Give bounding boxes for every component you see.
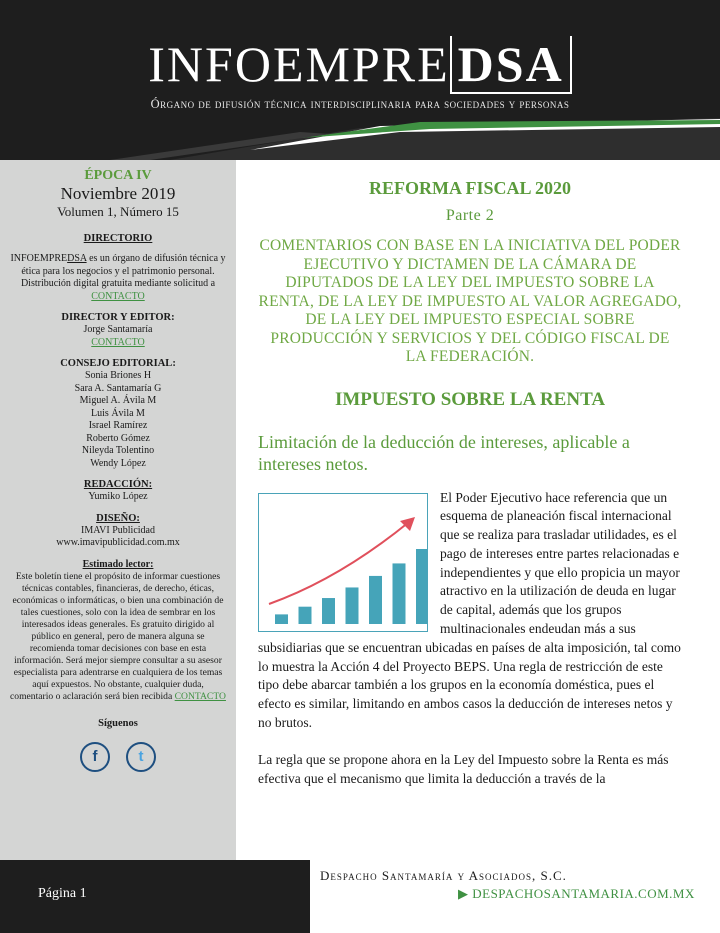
issue-date: Noviembre 2019 — [60, 184, 176, 203]
growth-bar — [322, 598, 335, 624]
logo — [0, 36, 720, 92]
paragraph-1-text: El Poder Ejecutivo hace referencia que un esquema de planeación fiscal internacional que se realiza para trasladar utilidades, es el pago de intereses entre partes relacionadas e independientes y que ello propicia un mayor atractivo en la utilización de deuda en lugar de capital, además que los grupos multinacionales endeudan más a sus subsidiarias que se encuentran ubicadas en países de alta imposición, tal como lo muestra la Acción 4 del Proyecto BEPS. Una regla de restricción de este tipo debe abarcar también a los grupos en la economía doméstica, pues el efecto es similar, limitando en ambos casos la deducción de intereses netos y no brutos. — [258, 489, 681, 731]
growth-chart — [259, 494, 427, 631]
consejo-member: Miguel A. Ávila M — [79, 395, 157, 406]
diseno-heading: DISEÑO: — [96, 512, 140, 524]
diseno-url[interactable]: www.imavipublicidad.com.mx — [56, 537, 180, 548]
consejo-member: Luis Ávila M — [91, 407, 145, 419]
trend-arrow-head-icon — [400, 517, 415, 531]
paragraph-2: La regla que se propone ahora en la Ley del Impuesto sobre la Renta es más efectiva que el mecanismo que limita la deducción a través de la — [258, 751, 669, 786]
logo-info: INFO — [148, 36, 273, 92]
tagline: Órgano de difusión técnica interdisciplinaria para sociedades y personas — [150, 97, 570, 111]
footer-dark-band — [0, 860, 310, 933]
consejo-member: Nileyda Tolentino — [81, 445, 155, 456]
article-comment: COMENTARIOS CON BASE EN LA INICIATIVA DEL PODER EJECUTIVO Y DICTAMEN DE LA CÁMARA DE DIPUTADOS DE LA LEY DEL IMPUESTO SOBRE LA RENTA, DE LA LEY DE IMPUESTO AL VALOR AGREGADO, DE LA LEY DEL IMPUESTO ESPECIAL SOBRE PRODUCCIÓN Y SERVICIOS Y DEL CÓDIGO FISCAL DE LA FEDERACIÓN. — [258, 237, 682, 365]
logo-empre: EMPRE — [272, 36, 450, 92]
facebook-icon[interactable]: f — [80, 742, 110, 772]
director-heading: DIRECTOR Y EDITOR: — [61, 312, 175, 323]
section-subtitle: Limitación de la deducción de intereses, aplicable a intereses netos. — [258, 431, 630, 474]
logo-dsa: DSA — [450, 36, 572, 94]
consejo-member: Wendy López — [90, 457, 146, 469]
lector-heading: Estimado lector: — [82, 558, 154, 570]
brand-info: INFOEMPRE — [10, 253, 68, 264]
diseno-name: IMAVI Publicidad — [81, 524, 155, 536]
section-title: IMPUESTO SOBRE LA RENTA — [334, 388, 606, 410]
contact-link-2[interactable]: CONTACTO — [91, 336, 145, 348]
footer-website[interactable] — [458, 886, 695, 902]
growth-bar — [275, 614, 288, 624]
growth-chart-image — [258, 493, 428, 632]
footer-firm-name: Despacho Santamaría y Asociados, S.C. — [320, 868, 567, 883]
director-name: Jorge Santamaría — [83, 324, 153, 335]
siguenos-label: Síguenos — [98, 717, 138, 729]
issue-volume: Volumen 1, Número 15 — [57, 204, 179, 219]
contact-link-3[interactable]: CONTACTO — [174, 690, 226, 702]
consejo-member: Roberto Gómez — [86, 432, 150, 444]
contact-link-1[interactable]: CONTACTO — [91, 290, 145, 302]
consejo-member: Sara A. Santamaría G — [74, 382, 162, 394]
growth-bar — [393, 563, 406, 624]
growth-bar — [346, 587, 359, 624]
paragraph-1 — [258, 489, 682, 733]
epoca: ÉPOCA IV — [84, 168, 152, 183]
article-part: Parte 2 — [445, 207, 495, 224]
twitter-icon[interactable]: t — [126, 742, 156, 772]
directorio-body: es un órgano de difusión técnica y ética para los negocios y el patrimonio personal. Distribución digital gratuita mediante solicitud a — [20, 253, 226, 289]
consejo-member: Israel Ramírez — [88, 420, 148, 431]
article — [258, 170, 682, 788]
lector-body: Este boletín tiene el propósito de informar cuestiones técnicas contables, financieras, de derecho, éticas, económicas o informáticas, o bien una combinación de tales cuestiones, solo con la idea de sembrar en los interesados ideas generales. Es gratuito dirigido al público en general, pero de manera alguna se recomienda tomar decisiones con base en esta información. Será mejor siempre consultar a su asesor especialista para adentrarse en cualquiera de los temas aquí expuestos. No obstante, cualquier duda, comentario o aclaración será bien recibida — [10, 570, 224, 702]
website-text[interactable]: DESPACHOSANTAMARIA.COM.MX — [472, 886, 695, 901]
growth-bar — [369, 575, 382, 623]
footer — [0, 860, 720, 933]
growth-bar — [416, 549, 427, 624]
redaccion-heading: REDACCIÓN: — [83, 479, 153, 490]
trend-arrow-line — [269, 522, 409, 604]
article-title: REFORMA FISCAL 2020 — [368, 178, 572, 198]
directorio-heading: DIRECTORIO — [83, 233, 153, 244]
directorio-text — [0, 253, 236, 303]
consejo-member: Sonia Briones H — [84, 370, 152, 381]
consejo-heading: CONSEJO EDITORIAL: — [60, 358, 176, 369]
lector-text — [0, 571, 236, 703]
masthead — [0, 0, 720, 160]
brand-dsa: DSA — [67, 253, 87, 264]
social-links — [0, 742, 236, 772]
play-arrow-icon: ▶ — [458, 886, 469, 901]
page-number: Página 1 — [38, 886, 87, 901]
sidebar — [0, 160, 236, 860]
redaccion-name: Yumiko López — [88, 491, 148, 502]
growth-bar — [299, 606, 312, 623]
